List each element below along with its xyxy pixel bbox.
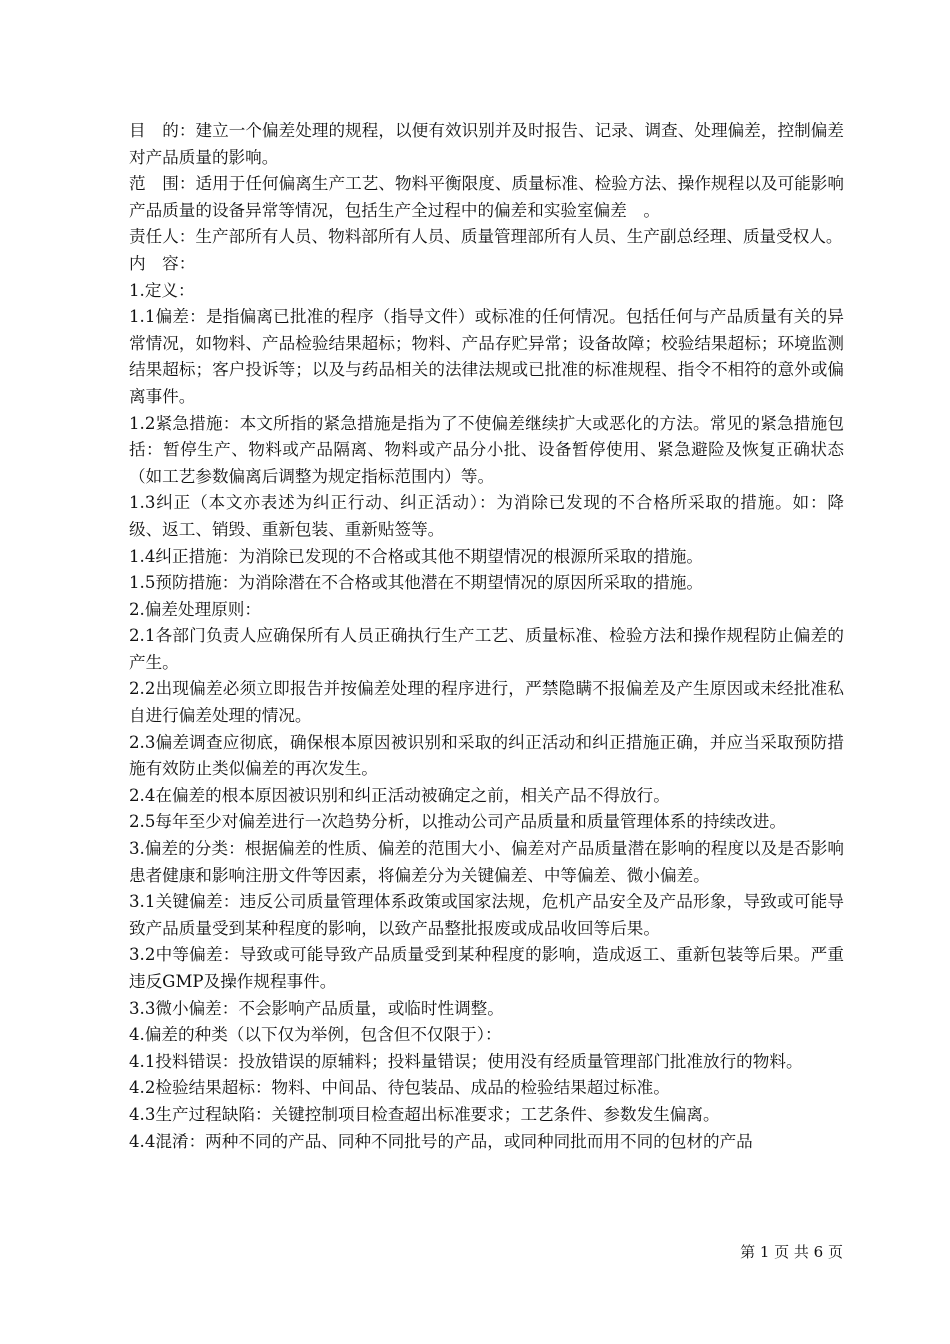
section-heading-definitions: 1.定义： xyxy=(129,280,195,300)
type-item: 4.3生产过程缺陷：关键控制项目检查超出标准要求；工艺条件、参数发生偏离。 xyxy=(129,1104,720,1124)
principle-item: 2.2出现偏差必须立即报告并按偏差处理的程序进行，严禁隐瞒不报偏差及产生原因或未经批准私自进行偏差处理的情况。 xyxy=(129,679,844,726)
definition-correction: 1.3纠正（本文亦表述为纠正行动、纠正活动）：为消除已发现的不合格所采取的措施。如：降级、返工、销毁、重新包装、重新贴签等。 xyxy=(129,493,844,539)
principle-item: 2.4在偏差的根本原因被识别和纠正活动被确定之前，相关产品不得放行。 xyxy=(129,785,670,805)
classification-item: 3.3微小偏差：不会影响产品质量，或临时性调整。 xyxy=(129,998,504,1018)
definition-emergency-measures: 1.2紧急措施：本文所指的紧急措施是指为了不使偏差继续扩大或恶化的方法。常见的紧急措施包括：暂停生产、物料或产品隔离、物料或产品分小批、设备暂停使用、紧急避险及恢复正确状态（如工艺参数偏离后调整为规定指标范围内）等。 xyxy=(129,413,844,486)
classification-item: 3.2中等偏差：导致或可能导致产品质量受到某种程度的影响，造成返工、重新包装等后果。严重违反GMP及操作规程事件。 xyxy=(129,945,844,991)
principle-item: 2.3偏差调查应彻底，确保根本原因被识别和采取的纠正活动和纠正措施正确，并应当采取预防措施有效防止类似偏差的再次发生。 xyxy=(129,732,844,779)
section-heading-classification: 3.偏差的分类：根据偏差的性质、偏差的范围大小、偏差对产品质量潜在影响的程度以及是否影响患者健康和影响注册文件等因素，将偏差分为关键偏差、中等偏差、微小偏差。 xyxy=(129,839,844,885)
section-heading-principles: 2.偏差处理原则： xyxy=(129,599,261,619)
definition-deviation: 1.1偏差：是指偏离已批准的程序（指导文件）或标准的任何情况。包括任何与产品质量有关的异常情况，如物料、产品检验结果超标；物料、产品存贮异常；设备故障；校验结果超标；环境监测结果超标；客户投诉等；以及与药品相关的法律法规或已批准的标准规程、指令不相符的意外或偏离事件。 xyxy=(129,307,844,406)
page-number: 第 1 页 共 6 页 xyxy=(740,1243,843,1261)
scope-paragraph: 范 围：适用于任何偏离生产工艺、物料平衡限度、质量标准、检验方法、操作规程以及可能影响产品质量的设备异常等情况，包括生产全过程中的偏差和实验室偏差 。 xyxy=(129,174,844,220)
principle-item: 2.1各部门负责人应确保所有人员正确执行生产工艺、质量标准、检验方法和操作规程防止偏差的产生。 xyxy=(129,626,844,672)
classification-item: 3.1关键偏差：违反公司质量管理体系政策或国家法规，危机产品安全及产品形象，导致或可能导致产品质量受到某种程度的影响，以致产品整批报废或成品收回等后果。 xyxy=(129,892,844,938)
principle-item: 2.5每年至少对偏差进行一次趋势分析，以推动公司产品质量和质量管理体系的持续改进。 xyxy=(129,812,786,832)
responsible-paragraph: 责任人：生产部所有人员、物料部所有人员、质量管理部所有人员、生产副总经理、质量受权人。 xyxy=(129,227,843,247)
content-heading: 内 容： xyxy=(129,253,196,273)
purpose-paragraph: 目 的：建立一个偏差处理的规程，以便有效识别并及时报告、记录、调查、处理偏差，控制偏差对产品质量的影响。 xyxy=(129,121,844,167)
definition-preventive-action: 1.5预防措施：为消除潜在不合格或其他潜在不期望情况的原因所采取的措施。 xyxy=(129,573,703,593)
document-body xyxy=(129,118,844,1155)
definition-corrective-action: 1.4纠正措施：为消除已发现的不合格或其他不期望情况的根源所采取的措施。 xyxy=(129,546,703,566)
type-item: 4.1投料错误：投放错误的原辅料；投料量错误；使用没有经质量管理部门批准放行的物料。 xyxy=(129,1051,803,1071)
section-heading-types: 4.偏差的种类（以下仅为举例，包含但不仅限于）： xyxy=(129,1025,502,1045)
type-item: 4.4混淆：两种不同的产品、同种不同批号的产品，或同种同批而用不同的包材的产品 xyxy=(129,1131,753,1151)
type-item: 4.2检验结果超标：物料、中间品、待包装品、成品的检验结果超过标准。 xyxy=(129,1078,670,1098)
